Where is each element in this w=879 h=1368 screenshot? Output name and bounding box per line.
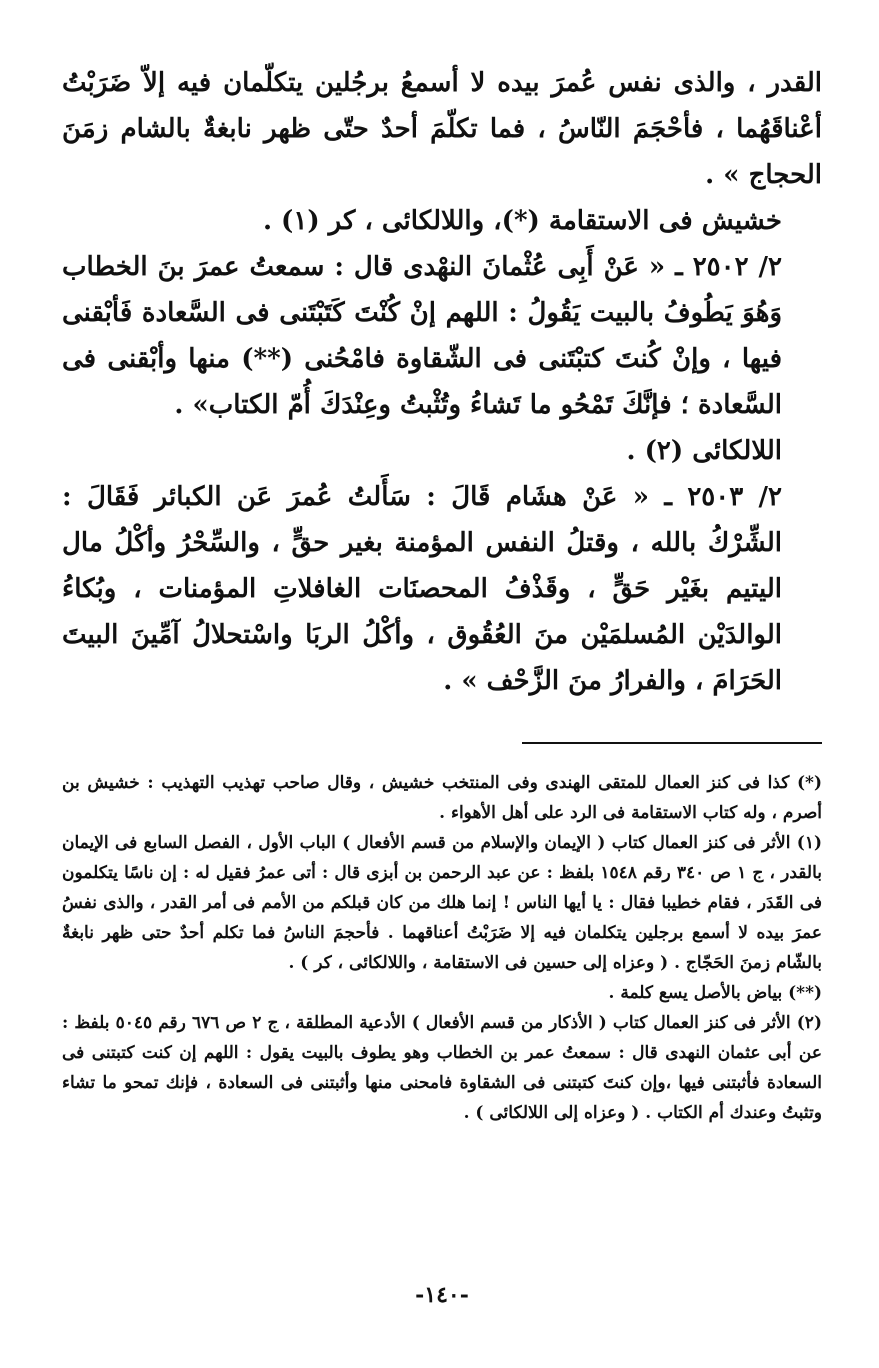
footnote-2: (٢) الأثر فى كنز العمال كتاب ( الأذكار من قسم الأفعال ) الأدعية المطلقة ، ج ٢ ص ٦٧٦ رقم ٥٠٤٥ بلفظ : عن أبى عثمان النهدى قال : سمعتُ عمر بن الخطاب وهو يطوف بالبيت يقول : اللهم إن كنت كتبتنى فى السعادة فأثبتنى فيها ،وإن كنتَ كتبتنى فى الشقاوة فامحنى منها وأثبتنى فى السعادة ، فإنك تمحو ما تشاء وتثبتُ وعندك أم الكتاب . ( وعزاه إلى اللالكائى ) . <box>62 1013 822 1123</box>
source-citation-2: اللالكائى (٢) . <box>626 436 782 466</box>
hadith-2503: ٢/ ٢٥٠٣ ـ « عَنْ هشَام قَالَ : سَأَلتُ عُمرَ عَن الكبائر فَقَالَ : الشِّرْكُ بالله ، وقتلُ النفس المؤمنة بغير حقٍّ ، والسِّحْرُ وأكْلُ مال اليتيم بغَيْر حَقٍّ ، وقَذْفُ المحصنَات الغافلاتِ المؤمنات ، وبُكاءُ الوالدَيْن المُسلمَيْن منَ العُقُوق ، وأكْلُ الربَا واسْتحلالُ آمِّينَ البيتَ الحَرَامَ ، والفرارُ منَ الزَّحْف » . <box>62 482 782 696</box>
main-text <box>62 60 822 704</box>
page-number: -١٤٠- <box>415 1282 469 1308</box>
document-page <box>62 60 822 1350</box>
footnotes <box>62 768 822 1128</box>
footnote-divider <box>522 742 822 744</box>
hadith-2502: ٢/ ٢٥٠٢ ـ « عَنْ أَبِى عُثْمانَ النهْدى قال : سمعتُ عمرَ بنَ الخطاب وَهُوَ يَطُوفُ بالبيت يَقُولُ : اللهم إنْ كُنْتَ كَتَبْتَنى فى السَّعادة فَأبْقنى فيها ، وإنْ كُنتَ كتبْتَنى فى الشّقاوة فامْحُنى (**) منها وأبْقنى فى السَّعادة ؛ فإنَّكَ تَمْحُو ما تَشاءُ وتُثْبتُ وعِنْدَكَ أُمّ الكتاب» . <box>62 252 782 420</box>
footnote-star: (*) كذا فى كنز العمال للمتقى الهندى وفى المنتخب خشيش ، وقال صاحب تهذيب التهذيب : خشيش بن أصرم ، وله كتاب الاستقامة فى الرد على أهل الأهواء . <box>62 773 822 823</box>
paragraph-continued: القدر ، والذى نفس عُمرَ بيده لا أسمعُ برجُلين يتكلّمان فيه إلاّ ضَرَبْتُ أعْناقَهُما ، فأحْجَمَ النّاسُ ، فما تكلّمَ أحدٌ حتّى ظهر نابغةٌ بالشام زمَنَ الحجاج » . <box>62 68 822 190</box>
source-citation-1: خشيش فى الاستقامة (*)، واللالكائى ، كر (١) . <box>262 206 782 236</box>
footnote-1: (١) الأثر فى كنز العمال كتاب ( الإيمان والإسلام من قسم الأفعال ) الباب الأول ، الفصل السابع فى الإيمان بالقدر ، ج ١ ص ٣٤٠ رقم ١٥٤٨ بلفظ : عن عبد الرحمن بن أبزى قال : أتى عمرُ فقيل له : إن ناسًا يتكلمون فى القَدَر ، فقام خطيبا فقال : يا أيها الناس ! إنما هلك من كان قبلكم من الأمم فى أمر القدر ، والذى نفسُ عمرَ بيده لا أسمع برجلين يتكلمان فيه إلا ضَرَبْتُ أعناقهما . فأحجمَ الناسُ فما تكلم أحدٌ حتى ظهر نابغةٌ بالشّام زمنَ الحَجّاج . ( وعزاه إلى حسين فى الاستقامة ، واللالكائى ، كر ) . <box>62 833 822 973</box>
footnote-double-star: (**) بياض بالأصل يسع كلمة . <box>608 983 822 1003</box>
